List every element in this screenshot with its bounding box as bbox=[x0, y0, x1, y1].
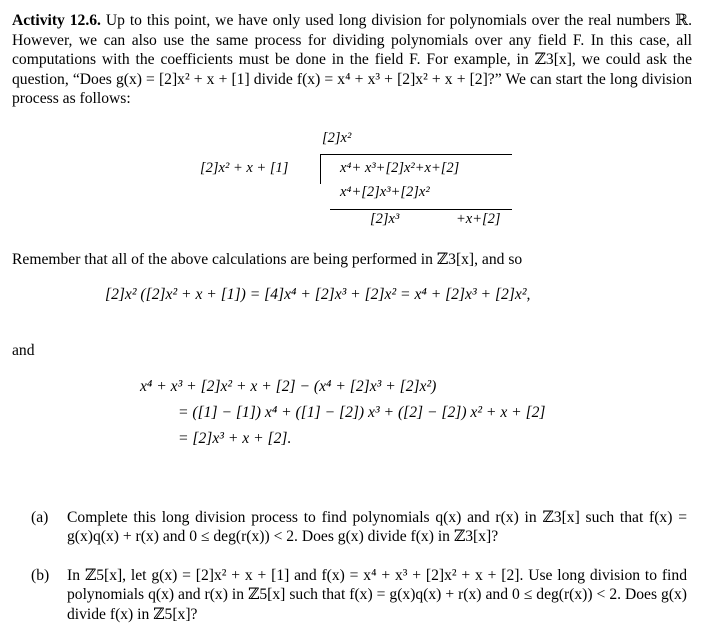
equation-1: [2]x² ([2]x² + x + [1]) = [4]x⁴ + [2]x³ + [2]x² = x⁴ + [2]x³ + [2]x², bbox=[105, 286, 531, 303]
ld-subtracted: x⁴+[2]x³+[2]x² bbox=[340, 184, 430, 200]
ld-remainder-right: +x+[2] bbox=[456, 211, 501, 227]
part-a-label: (a) bbox=[31, 509, 49, 526]
ld-subtract-rule bbox=[330, 209, 512, 210]
part-a-text: Complete this long division process to find polynomials q(x) and r(x) in ℤ3[x] such that f(x) = g(x)q(x) + r(x) and 0 ≤ deg(r(x)) < 2. Does g(x) divide f(x) in ℤ3[x]? bbox=[67, 509, 687, 546]
activity-intro-text: Up to this point, we have only used long division for polynomials over the real numbers ℝ. However, we can also use the same process for dividing polynomials over any field F. In this case, all computations with the coefficients must be done in the field F. For example, in ℤ3[x], we could ask the question, “Does g(x) = [2]x² + x + [1] divide f(x) = x⁴ + x³ + [2]x² + x + [2]?” We can start the long division process as follows: bbox=[12, 12, 692, 108]
part-b-label: (b) bbox=[31, 567, 50, 584]
ld-quotient: [2]x² bbox=[322, 130, 352, 146]
activity-intro bbox=[12, 11, 692, 109]
ld-bracket-side bbox=[320, 154, 321, 184]
remember-text: Remember that all of the above calculations are being performed in ℤ3[x], and so bbox=[12, 251, 523, 268]
part-b-text: In ℤ5[x], let g(x) = [2]x² + x + [1] and f(x) = x⁴ + x³ + [2]x² + x + [2]. Use long division to find polynomials q(x) and r(x) in ℤ5[x] such that f(x) = g(x)q(x) + r(x) and 0 ≤ deg(r(x)) < 2. Does g(x) divide f(x) in ℤ5[x]? bbox=[67, 567, 687, 623]
equation-2-line-1: x⁴ + x³ + [2]x² + x + [2] − (x⁴ + [2]x³ + [2]x²) bbox=[140, 378, 437, 395]
equation-2-line-3: = [2]x³ + x + [2]. bbox=[178, 430, 292, 447]
ld-divisor: [2]x² + x + [1] bbox=[200, 160, 289, 176]
activity-heading: Activity 12.6. bbox=[12, 12, 101, 29]
ld-bracket-top bbox=[320, 154, 512, 155]
and-text: and bbox=[12, 342, 35, 359]
exercise-part-a bbox=[31, 508, 687, 547]
equation-2-line-2: = ([1] − [1]) x⁴ + ([1] − [2]) x³ + ([2] − [2]) x² + x + [2] bbox=[178, 404, 546, 421]
exercise-part-b bbox=[31, 566, 687, 624]
ld-dividend: x⁴+ x³+[2]x²+x+[2] bbox=[340, 160, 460, 176]
ld-remainder-left: [2]x³ bbox=[370, 211, 400, 227]
